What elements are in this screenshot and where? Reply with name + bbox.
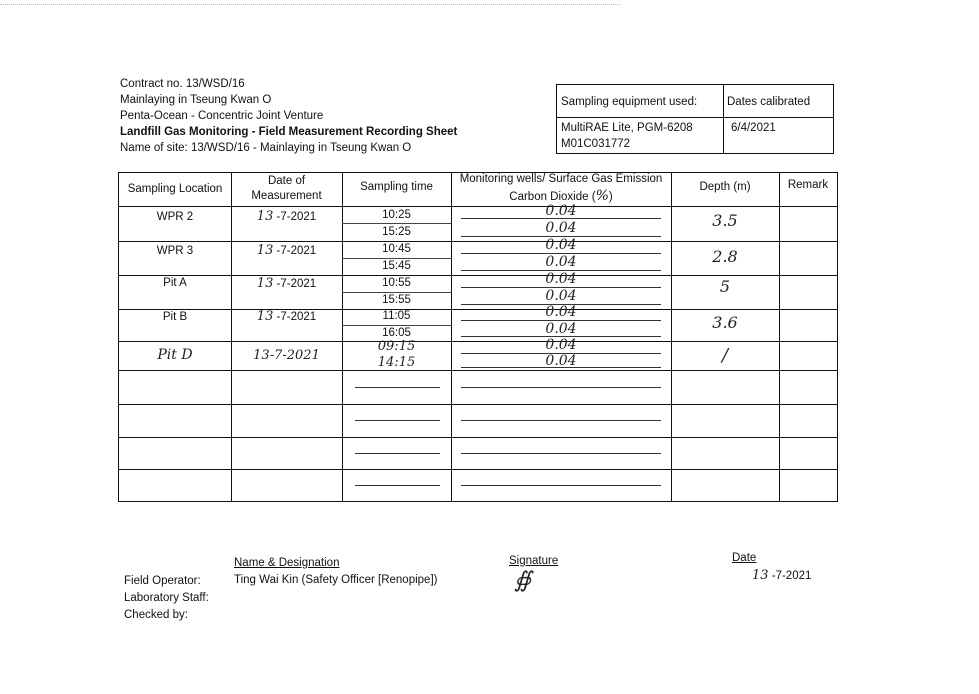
row3-time1: 10:55 [382, 277, 411, 289]
equipment-box [556, 84, 834, 154]
row1-location: WPR 2 [156, 211, 194, 223]
row1-time1: 10:25 [382, 209, 411, 221]
footer-date [752, 568, 811, 583]
header-co2-close: ) [608, 191, 613, 203]
scan-artifact-line [0, 4, 620, 5]
header-co2-unit: % [595, 188, 609, 204]
header-co2-label: Carbon Dioxide ( [509, 191, 596, 203]
row2-time1: 10:45 [382, 243, 411, 255]
row1-date-print: -7-2021 [276, 211, 317, 223]
equipment-header: Sampling equipment used: [561, 96, 698, 108]
row3-co2-1: 0.04 [545, 271, 577, 287]
row3-date [231, 276, 342, 291]
row4-time2: 16:05 [382, 327, 411, 339]
contractor-name: Penta-Ocean - Concentric Joint Venture [120, 110, 324, 122]
row5-date-hand: 13-7-2021 [253, 348, 320, 363]
row4-co2-2: 0.04 [545, 321, 577, 337]
row4-date-print: -7-2021 [276, 311, 317, 323]
header-monitoring: Monitoring wells/ Surface Gas Emission [459, 173, 663, 185]
sheet-title: Landfill Gas Monitoring - Field Measurement Recording Sheet [120, 126, 458, 138]
signature-header: Signature [509, 555, 559, 567]
row1-date [231, 209, 342, 224]
header-sampling-location: Sampling Location [127, 183, 223, 195]
row1-date-hand: 13 [256, 209, 274, 224]
row5-date [231, 348, 342, 363]
row3-depth: 5 [719, 277, 731, 296]
row4-location: Pit B [162, 311, 188, 323]
row3-date-hand: 13 [256, 276, 274, 291]
row2-time2: 15:45 [382, 260, 411, 272]
row3-location: Pit A [163, 277, 187, 289]
name-designation-header: Name & Designation [234, 557, 340, 569]
header-carbon-dioxide [451, 188, 671, 204]
calibration-header: Dates calibrated [727, 96, 811, 108]
row1-time2: 15:25 [382, 226, 411, 238]
equipment-name: MultiRAE Lite, PGM-6208 [561, 122, 693, 134]
footer-date-hand: 13 [752, 568, 769, 583]
equipment-serial: M01C031772 [561, 138, 631, 150]
row4-time1: 11:05 [382, 310, 411, 322]
measurement-table [118, 172, 838, 502]
row3-co2-2: 0.04 [545, 288, 577, 304]
calibration-date: 6/4/2021 [731, 122, 776, 134]
footer-date-print: -7-2021 [771, 570, 812, 582]
date-header: Date [732, 552, 757, 564]
row2-co2-1: 0.04 [545, 237, 577, 253]
field-operator-name: Ting Wai Kin (Safety Officer [Renopipe]) [234, 574, 438, 586]
project-name: Mainlaying in Tseung Kwan O [120, 94, 272, 106]
row2-date [231, 243, 342, 258]
row1-co2-2: 0.04 [545, 220, 577, 236]
row1-co2-1: 0.04 [545, 203, 577, 219]
laboratory-staff-label: Laboratory Staff: [124, 592, 209, 604]
row1-depth: 3.5 [712, 211, 738, 230]
row2-location: WPR 3 [156, 245, 194, 257]
header-depth: Depth (m) [699, 181, 751, 193]
site-name: Name of site: 13/WSD/16 - Mainlaying in Tseung Kwan O [120, 142, 412, 154]
field-operator-label: Field Operator: [124, 575, 201, 587]
row5-location: Pit D [157, 347, 193, 363]
row2-date-print: -7-2021 [276, 245, 317, 257]
signature-mark: ∯ [514, 568, 532, 593]
row5-depth: / [721, 345, 729, 366]
row4-date [231, 309, 342, 324]
row5-time2: 14:15 [377, 355, 416, 370]
row5-co2-1: 0.04 [545, 337, 577, 353]
header-date-line1: Date of [267, 175, 306, 187]
row2-depth: 2.8 [712, 247, 738, 266]
row4-depth: 3.6 [712, 313, 738, 332]
header-sampling-time: Sampling time [360, 181, 433, 193]
checked-by-label: Checked by: [124, 609, 188, 621]
row3-time2: 15:55 [382, 294, 411, 306]
header-remark: Remark [787, 179, 829, 191]
row3-date-print: -7-2021 [276, 278, 317, 290]
contract-number: Contract no. 13/WSD/16 [120, 78, 245, 90]
row4-date-hand: 13 [256, 309, 274, 324]
row2-date-hand: 13 [256, 243, 274, 258]
row5-co2-2: 0.04 [545, 353, 577, 369]
row5-time1: 09:15 [377, 339, 416, 354]
row4-co2-1: 0.04 [545, 304, 577, 320]
header-date-line2: Measurement [251, 190, 322, 202]
row2-co2-2: 0.04 [545, 254, 577, 270]
